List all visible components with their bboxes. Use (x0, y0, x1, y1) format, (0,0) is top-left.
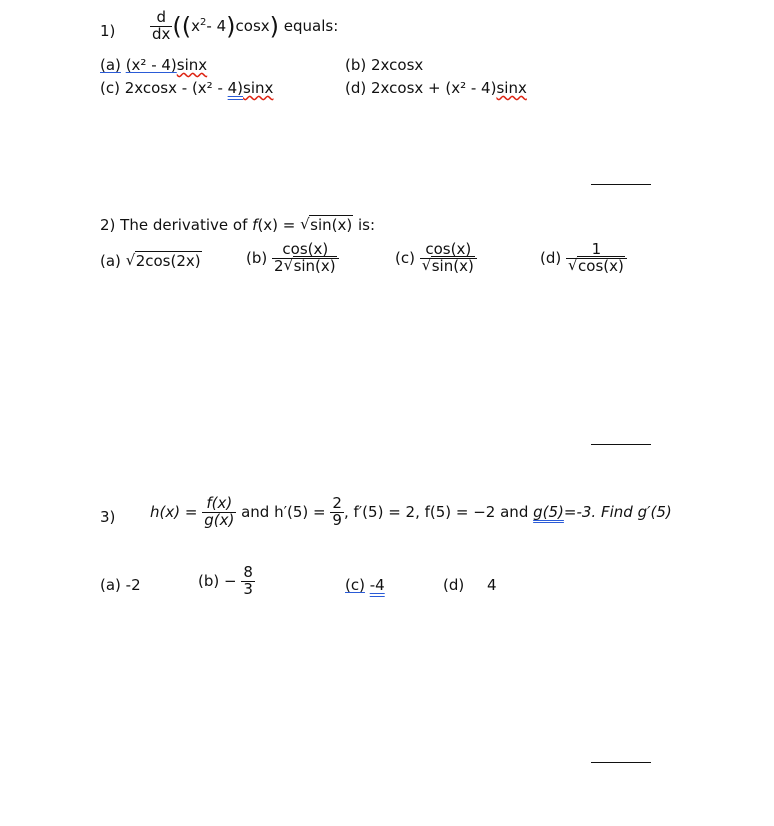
q1-option-a-label: (a) (100, 56, 121, 74)
q2-option-b-frac (272, 242, 339, 275)
q2-option-c-rad: sin(x) (431, 256, 474, 275)
q2-option-b-label: (b) (246, 248, 268, 267)
q3-g5: g(5) (533, 502, 564, 521)
q1-number: 1) (100, 22, 116, 40)
q1-equals: equals: (283, 16, 339, 35)
q2-option-d[interactable] (540, 242, 627, 275)
q2-option-c-label: (c) (395, 248, 415, 267)
q3-option-c-val: -4 (369, 576, 385, 594)
q3-option-d-label: (d) (443, 576, 465, 594)
q2-option-a-sqrt (126, 252, 202, 270)
q3-hfrac (202, 496, 236, 529)
q3-option-d[interactable] (443, 576, 497, 594)
q2-stem (100, 216, 375, 234)
q1-dx: dx (152, 24, 171, 43)
sqrt-icon: √ (283, 255, 294, 274)
q2-option-b-coef: 2 (274, 256, 284, 275)
q2-option-c-num: cos(x) (425, 240, 472, 258)
q1-cosx: cosx (235, 16, 270, 35)
q3-stem (150, 496, 672, 529)
q2-option-c[interactable] (395, 242, 477, 275)
sqrt-icon: √ (300, 215, 310, 233)
q3-option-b-den: 3 (243, 579, 253, 598)
q1-paren-close: ) (269, 12, 280, 41)
q3-frac-num: 2 (332, 494, 342, 512)
q2-option-d-num: 1 (591, 240, 602, 258)
q3-option-b-frac (241, 565, 255, 598)
q3-find: g′(5) (637, 502, 672, 521)
q3-given: , f′(5) = 2, f(5) = −2 and (343, 502, 529, 521)
q3-option-c[interactable] (345, 576, 385, 594)
q2-option-b[interactable] (246, 242, 339, 275)
q1-minus4: - 4 (206, 16, 227, 35)
q1-option-c-tail: sinx (243, 79, 274, 97)
q3-g-den: g(x) (204, 510, 235, 529)
q2-option-b-sqrt (283, 255, 337, 275)
q2-sqrt (300, 216, 353, 234)
sqrt-icon: √ (568, 255, 578, 274)
q3-option-d-val: 4 (487, 576, 497, 594)
q3-number: 3) (100, 508, 116, 526)
q2-f: f (252, 216, 258, 234)
q2-option-d-label: (d) (540, 248, 562, 267)
q2-option-c-frac (420, 242, 477, 275)
q3-h: h(x) = (150, 502, 198, 521)
q2-radicand: sin(x) (310, 216, 353, 234)
q3-option-c-label: (c) (345, 576, 365, 594)
q1-option-c-label: (c) 2xcosx - (x² - (100, 79, 228, 97)
q1-paren-open: (( (172, 12, 192, 41)
q2-prefix: 2) The derivative of (100, 216, 248, 234)
q3-g5-tail: =-3. Find (563, 502, 633, 521)
q1-derivative-operator (150, 10, 172, 43)
q3-hprime: h′(5) = (274, 502, 326, 521)
q1-square: 2 (200, 16, 207, 28)
q1-expression (150, 10, 338, 43)
q1-option-a-text: (x² - 4) (125, 56, 177, 74)
q1-option-c-mid: 4) (227, 79, 244, 97)
q1-option-d-tail: sinx (496, 79, 527, 97)
q2-option-c-sqrt (421, 255, 475, 275)
q2-option-d-rad: cos(x) (578, 256, 624, 275)
q2-option-d-frac (566, 242, 627, 275)
q3-option-b[interactable] (198, 565, 255, 598)
q3-f-num: f(x) (206, 494, 233, 512)
q1-option-c[interactable] (100, 79, 273, 97)
q2-answer-blank[interactable] (591, 444, 651, 445)
q1-paren-mid: ) (226, 12, 236, 41)
q2-option-a-radicand: 2cos(2x) (135, 252, 201, 270)
q2-option-a[interactable] (100, 252, 202, 270)
sqrt-icon: √ (125, 251, 136, 269)
q2-option-d-den (566, 255, 627, 275)
q1-option-a-tail: sinx (176, 56, 208, 74)
q1-option-d[interactable] (345, 79, 527, 97)
q1-x: x (191, 16, 201, 35)
q2-option-b-den (272, 255, 339, 275)
q1-option-d-label: (d) 2xcosx + (x² - 4) (345, 79, 497, 97)
q1-option-b[interactable]: (b) 2xcosx (345, 56, 424, 74)
q2-option-a-label: (a) (100, 252, 121, 270)
q3-frac-den: 9 (332, 510, 342, 529)
q2-option-b-rad: sin(x) (293, 256, 336, 275)
q3-value-frac (330, 496, 344, 529)
q2-option-d-sqrt (568, 255, 625, 275)
q2-option-b-num: cos(x) (282, 240, 329, 258)
q3-and: and (241, 502, 270, 521)
q1-option-a[interactable] (100, 56, 207, 74)
q3-answer-blank[interactable] (591, 762, 651, 763)
sqrt-icon: √ (421, 255, 432, 274)
q1-answer-blank[interactable] (591, 184, 651, 185)
q2-option-c-den (420, 255, 477, 275)
q3-option-b-sign: − (224, 571, 237, 590)
q3-option-b-num: 8 (243, 563, 253, 581)
q3-option-b-label: (b) (198, 571, 220, 590)
q3-option-a[interactable]: (a) -2 (100, 576, 141, 594)
q1-d: d (156, 8, 166, 26)
q2-suffix: is: (358, 216, 376, 234)
q2-fx: (x) = (257, 216, 296, 234)
